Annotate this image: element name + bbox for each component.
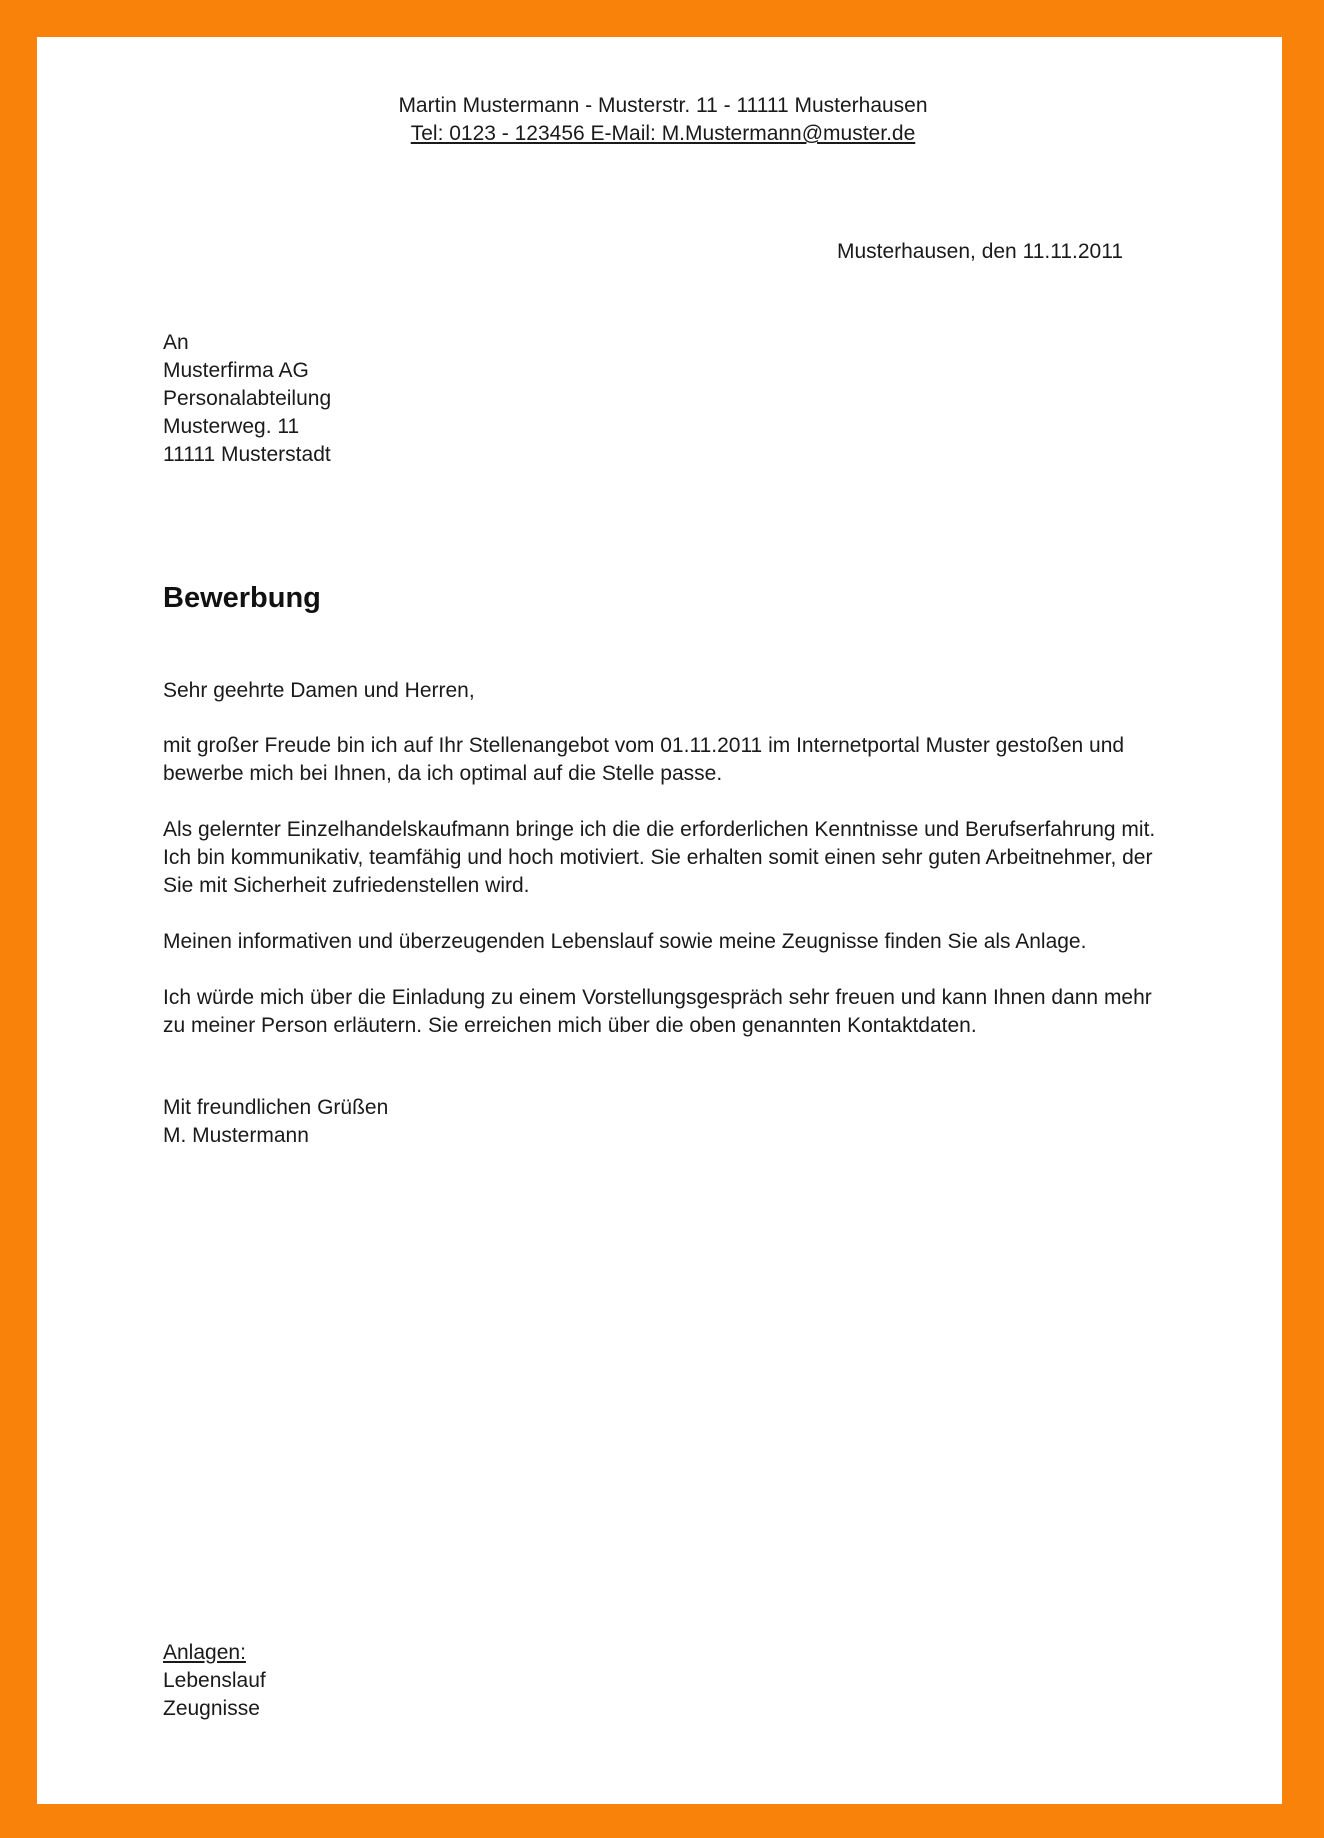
attachments-label: Anlagen: xyxy=(163,1641,246,1664)
signature-name: M. Mustermann xyxy=(163,1124,309,1147)
sender-address-line: Martin Mustermann - Musterstr. 11 - 11111 Musterhausen xyxy=(398,94,928,117)
attachments-block xyxy=(163,1639,1163,1723)
letter-page xyxy=(37,37,1282,1804)
subject-heading: Bewerbung xyxy=(163,582,321,614)
body-paragraph: Ich würde mich über die Einladung zu einem Vorstellungsgespräch sehr freuen und kann Ihnen dann mehr zu meiner Person erläutern. Sie erreichen mich über die oben genannten Kontaktdaten. xyxy=(163,986,1152,1037)
closing-block xyxy=(163,1094,1163,1150)
recipient-line: Personalabteilung xyxy=(163,387,332,410)
salutation: Sehr geehrte Damen und Herren, xyxy=(163,679,475,702)
letter-content xyxy=(37,92,1282,1723)
recipient-line: 11111 Musterstadt xyxy=(163,443,331,466)
attachment-item: Lebenslauf xyxy=(163,1669,266,1692)
body-paragraph: Als gelernter Einzelhandelskaufmann bringe ich die die erforderlichen Kenntnisse und Berufserfahrung mit. Ich bin kommunikativ, teamfähig und hoch motiviert. Sie erhalten somit einen sehr guten Arbeitnehmer, der Sie mit Sicherheit zufriedenstellen wird. xyxy=(163,818,1156,897)
sender-contact-line: Tel: 0123 - 123456 E-Mail: M.Mustermann@muster.de xyxy=(410,122,916,145)
recipient-address xyxy=(163,329,1163,469)
date-line: Musterhausen, den 11.11.2011 xyxy=(836,240,1123,263)
recipient-line: An xyxy=(163,331,189,354)
recipient-line: Musterfirma AG xyxy=(163,359,309,382)
attachment-item: Zeugnisse xyxy=(163,1697,260,1720)
body-paragraph: mit großer Freude bin ich auf Ihr Stellenangebot vom 01.11.2011 im Internetportal Muster gestoßen und bewerbe mich bei Ihnen, da ich optimal auf die Stelle passe. xyxy=(163,734,1125,785)
closing-greeting: Mit freundlichen Grüßen xyxy=(163,1096,389,1119)
body-paragraph: Meinen informativen und überzeugenden Lebenslauf sowie meine Zeugnisse finden Sie als Anlage. xyxy=(163,930,1087,953)
recipient-line: Musterweg. 11 xyxy=(163,415,300,438)
sender-header xyxy=(163,92,1163,148)
